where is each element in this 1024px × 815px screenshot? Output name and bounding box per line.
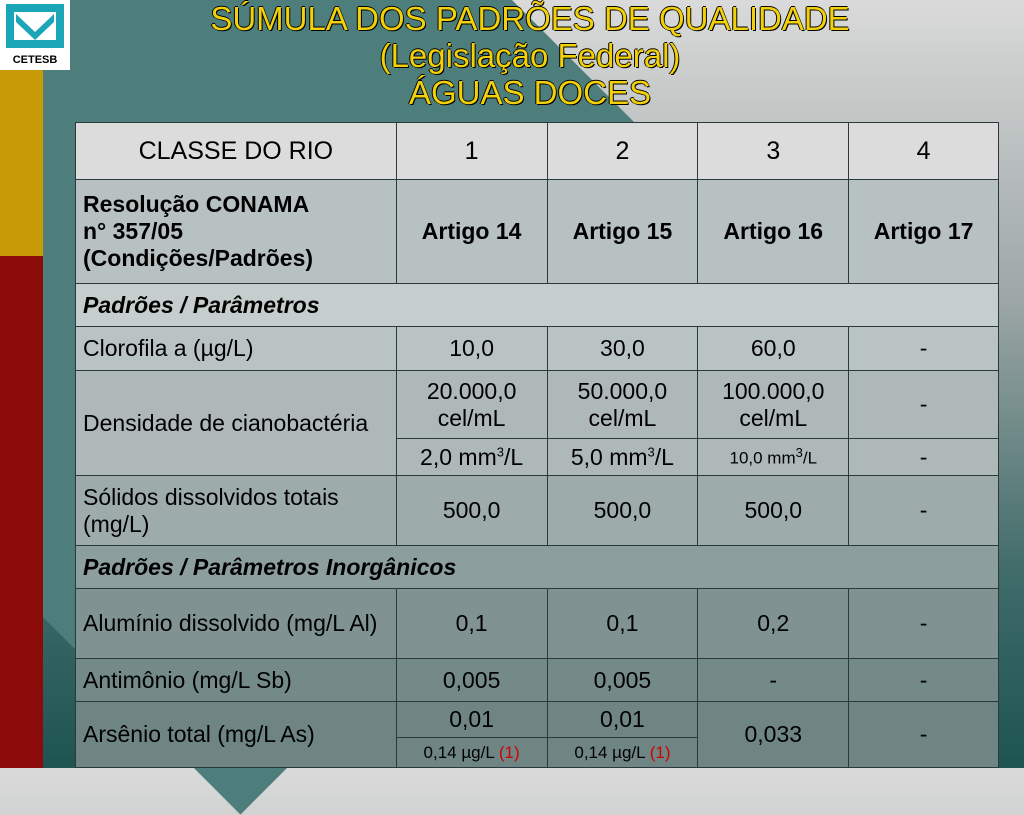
row-label (76, 180, 397, 284)
cell: - (849, 439, 999, 476)
cell: Artigo 17 (849, 180, 999, 284)
cetesb-logo-icon (0, 0, 70, 54)
table-row (76, 659, 999, 702)
cell: 0,033 (698, 702, 849, 768)
cetesb-logo (0, 0, 70, 70)
cell: 30,0 (547, 327, 698, 371)
cell: 0,14 µg/L (1) (396, 738, 547, 768)
cell: - (849, 476, 999, 546)
row-label: Sólidos dissolvidos totais (mg/L) (76, 476, 397, 546)
cell: 0,005 (396, 659, 547, 702)
header-class-1: 1 (396, 123, 547, 180)
table-header-row (76, 123, 999, 180)
cell: - (849, 371, 999, 439)
table-row (76, 180, 999, 284)
quality-table (75, 122, 999, 768)
cell: - (849, 589, 999, 659)
table-row (76, 589, 999, 659)
cell: 50.000,0 cel/mL (547, 371, 698, 439)
footnote-marker: (1) (649, 742, 671, 762)
cell: 500,0 (547, 476, 698, 546)
resolucao-line-1: Resolução CONAMA (83, 191, 310, 217)
cell: 10,0 (396, 327, 547, 371)
cell: 0,005 (547, 659, 698, 702)
resolucao-line-3: (Condições/Padrões) (83, 245, 314, 271)
footnote-marker: (1) (498, 742, 520, 762)
cell: 0,14 µg/L (1) (547, 738, 698, 768)
header-class-3: 3 (698, 123, 849, 180)
row-label: Densidade de cianobactéria (76, 371, 397, 476)
row-label: Alumínio dissolvido (mg/L Al) (76, 589, 397, 659)
table-row (76, 371, 999, 439)
header-class-2: 2 (547, 123, 698, 180)
cell: Artigo 14 (396, 180, 547, 284)
table-row (76, 476, 999, 546)
row-label: Clorofila a (µg/L) (76, 327, 397, 371)
cell: 500,0 (396, 476, 547, 546)
title-line-3: ÁGUAS DOCES (408, 74, 652, 111)
logo-text: CETESB (12, 54, 58, 66)
decor-bar-gold (0, 70, 43, 256)
cell: 10,0 $mm^3/L$ (698, 439, 849, 476)
cell: - (849, 327, 999, 371)
cell: 0,01 (396, 702, 547, 738)
header-class-4: 4 (849, 123, 999, 180)
cell: 0,1 (396, 589, 547, 659)
page-title (130, 0, 930, 111)
cell: 5,0 $mm^3/L$ (547, 439, 698, 476)
table-row (76, 327, 999, 371)
row-label: Arsênio total (mg/L As) (76, 702, 397, 768)
section-row (76, 546, 999, 589)
cell: 2,0 $mm^3/L$ (396, 439, 547, 476)
cell: Artigo 16 (698, 180, 849, 284)
cell: 0,01 (547, 702, 698, 738)
cell: 500,0 (698, 476, 849, 546)
table-row (76, 702, 999, 738)
header-label: CLASSE DO RIO (76, 123, 397, 180)
row-label: Antimônio (mg/L Sb) (76, 659, 397, 702)
cell: - (849, 702, 999, 768)
cell: - (849, 659, 999, 702)
cell: 20.000,0 cel/mL (396, 371, 547, 439)
title-line-2: (Legislação Federal) (379, 37, 681, 74)
section-row (76, 284, 999, 327)
section-heading: Padrões / Parâmetros (76, 284, 999, 327)
cell: 0,2 (698, 589, 849, 659)
title-line-1: SÚMULA DOS PADRÕES DE QUALIDADE (210, 0, 850, 37)
section-heading: Padrões / Parâmetros Inorgânicos (76, 546, 999, 589)
cell: Artigo 15 (547, 180, 698, 284)
decor-bar-red (0, 256, 43, 768)
cell: - (698, 659, 849, 702)
cell: 100.000,0 cel/mL (698, 371, 849, 439)
cell: 60,0 (698, 327, 849, 371)
cell: 0,1 (547, 589, 698, 659)
resolucao-line-2: n° 357/05 (83, 218, 183, 244)
